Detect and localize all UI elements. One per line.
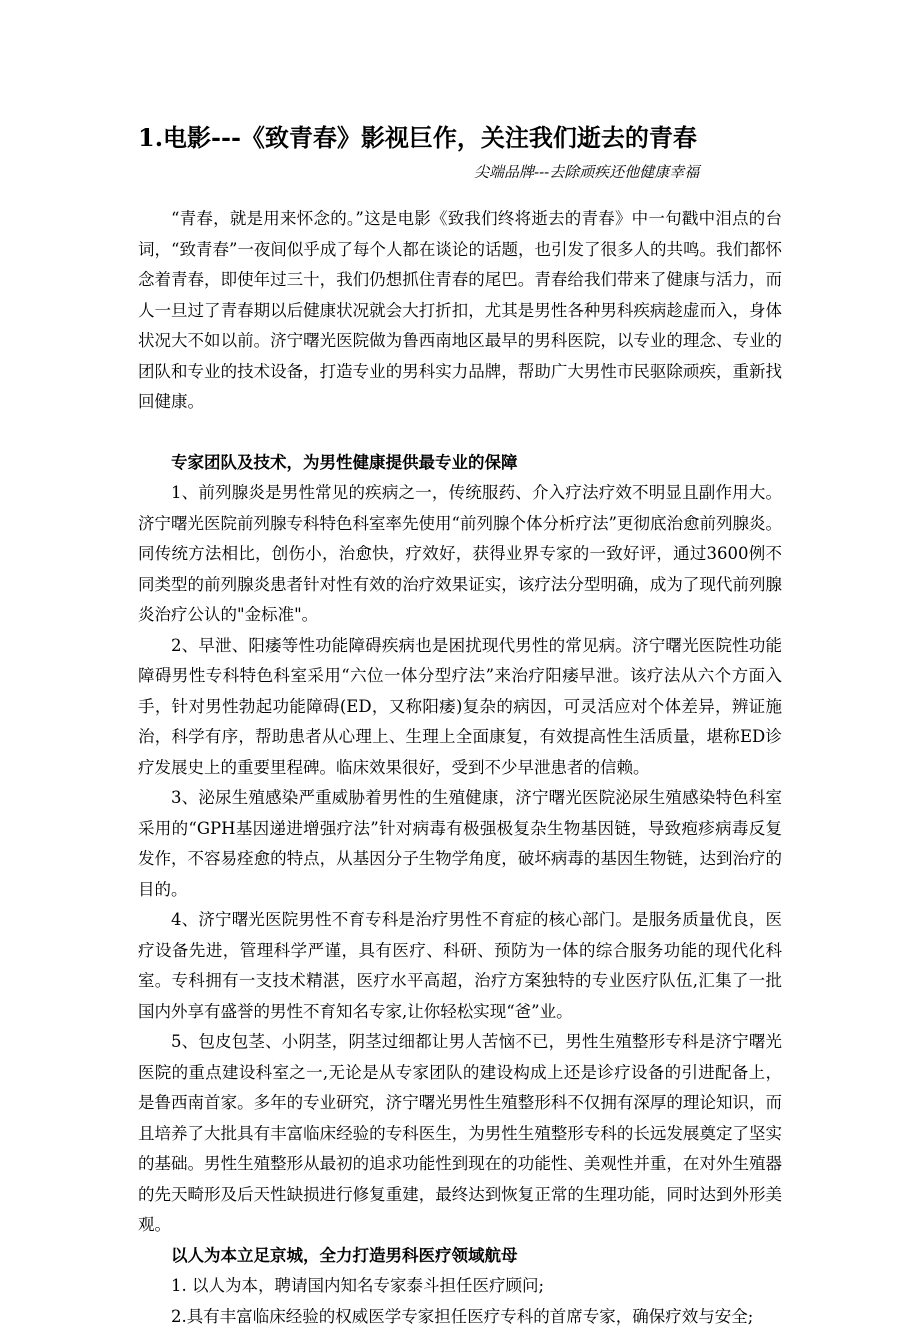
article-body <box>138 204 782 1332</box>
page-title: 1.电影---《致青春》影视巨作，关注我们逝去的青春 <box>138 118 838 158</box>
section-heading-expert-team: 专家团队及技术，为男性健康提供最专业的保障 <box>138 448 782 479</box>
list-item: 1. 以人为本，聘请国内知名专家泰斗担任医疗顾问; <box>138 1271 782 1302</box>
list-item: 2.具有丰富临床经验的权威医学专家担任医疗专科的首席专家，确保疗效与安全; <box>138 1302 782 1332</box>
list-item: 3、泌尿生殖感染严重威胁着男性的生殖健康，济宁曙光医院泌尿生殖感染特色科室采用的“GPH基因递进增强疗法”针对病毒有极强极复杂生物基因链，导致疱疹病毒反复发作，不容易痊愈的特点，从基因分子生物学角度，破坏病毒的基因生物链，达到治疗的目的。 <box>138 783 782 905</box>
page-subtitle: 尖端品牌---去除顽疾还他健康幸福 <box>474 160 854 184</box>
intro-paragraph: “青春，就是用来怀念的。”这是电影《致我们终将逝去的青春》中一句戳中泪点的台词，“致青春”一夜间似乎成了每个人都在谈论的话题，也引发了很多人的共鸣。我们都怀念着青春，即使年过三十，我们仍想抓住青春的尾巴。青春给我们带来了健康与活力，而人一旦过了青春期以后健康状况就会大打折扣，尤其是男性各种男科疾病趁虚而入，身体状况大不如以前。济宁曙光医院做为鲁西南地区最早的男科医院，以专业的理念、专业的团队和专业的技术设备，打造专业的男科实力品牌，帮助广大男性市民驱除顽疾，重新找回健康。 <box>138 204 782 418</box>
list-item: 2、早泄、阳痿等性功能障碍疾病也是困扰现代男性的常见病。济宁曙光医院性功能障碍男性专科特色科室采用“六位一体分型疗法”来治疗阳痿早泄。该疗法从六个方面入手，针对男性勃起功能障碍(ED，又称阳痿)复杂的病因，可灵活应对个体差异，辨证施治，科学有序，帮助患者从心理上、生理上全面康复，有效提高性生活质量，堪称ED诊疗发展史上的重要里程碑。临床效果很好，受到不少早泄患者的信赖。 <box>138 631 782 784</box>
list-item: 1、前列腺炎是男性常见的疾病之一，传统服药、介入疗法疗效不明显且副作用大。济宁曙光医院前列腺专科特色科室率先使用“前列腺个体分析疗法”更彻底治愈前列腺炎。同传统方法相比，创伤小，治愈快，疗效好，获得业界专家的一致好评，通过3600例不同类型的前列腺炎患者针对性有效的治疗效果证实，该疗法分型明确，成为了现代前列腺炎治疗公认的"金标准"。 <box>138 478 782 631</box>
section-heading-people-oriented: 以人为本立足京城，全力打造男科医疗领域航母 <box>138 1241 782 1272</box>
list-item: 5、包皮包茎、小阴茎，阴茎过细都让男人苦恼不已，男性生殖整形专科是济宁曙光医院的重点建设科室之一,无论是从专家团队的建设构成上还是诊疗设备的引进配备上，是鲁西南首家。多年的专业研究，济宁曙光男性生殖整形科不仅拥有深厚的理论知识，而且培养了大批具有丰富临床经验的专科医生，为男性生殖整形专科的长远发展奠定了坚实的基础。男性生殖整形从最初的追求功能性到现在的功能性、美观性并重，在对外生殖器的先天畸形及后天性缺损进行修复重建，最终达到恢复正常的生理功能，同时达到外形美观。 <box>138 1027 782 1241</box>
list-item: 4、济宁曙光医院男性不育专科是治疗男性不育症的核心部门。是服务质量优良，医疗设备先进，管理科学严谨，具有医疗、科研、预防为一体的综合服务功能的现代化科室。专科拥有一支技术精湛，医疗水平高超，治疗方案独特的专业医疗队伍,汇集了一批国内外享有盛誉的男性不育知名专家,让你轻松实现“爸”业。 <box>138 905 782 1027</box>
